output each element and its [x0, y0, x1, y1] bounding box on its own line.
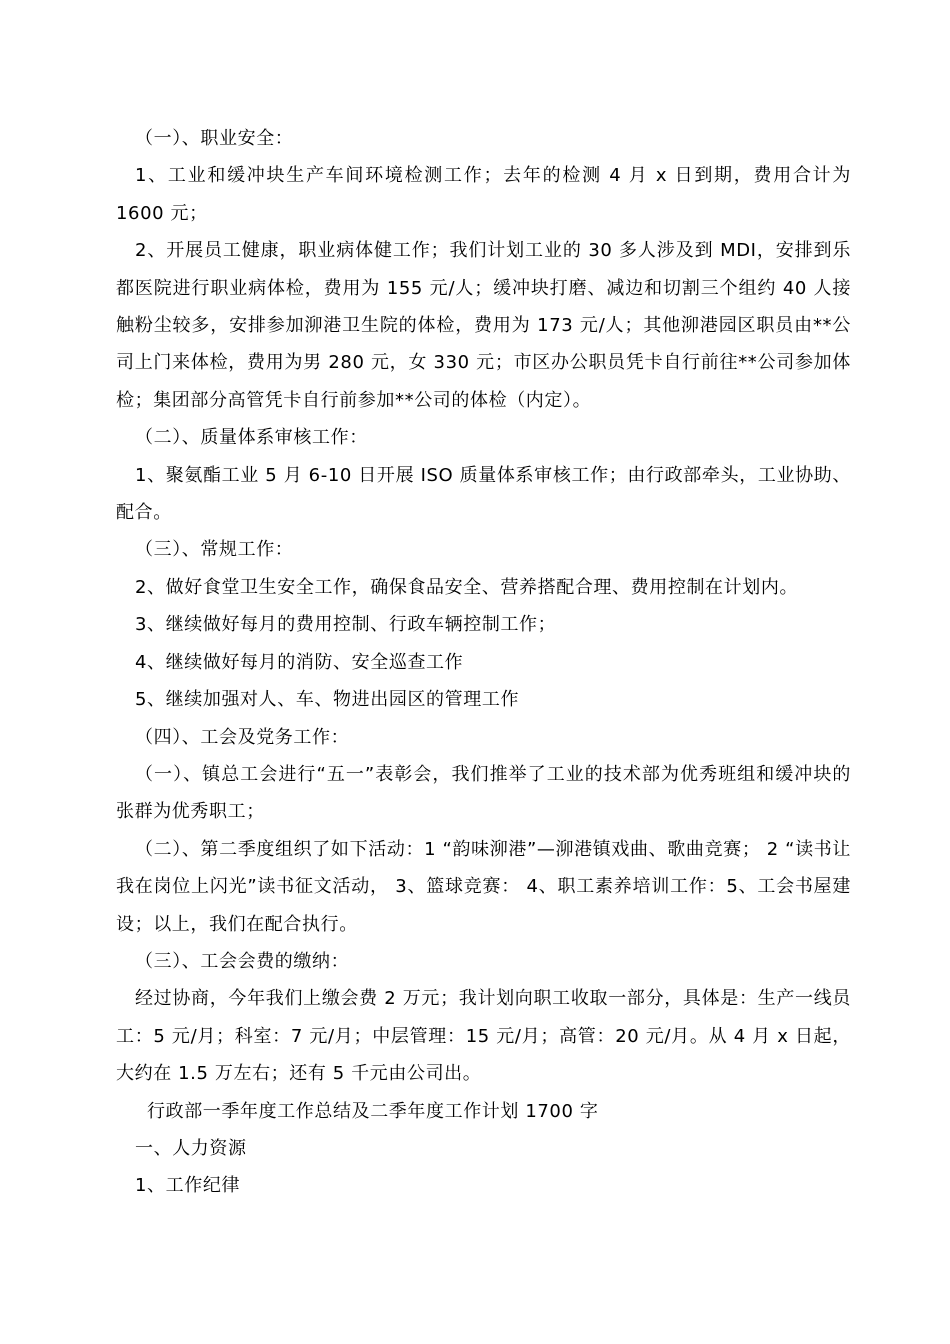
paragraph-environment-testing: 1、工业和缓冲块生产车间环境检测工作；去年的检测 4 月 x 日到期，费用合计为 1600 元； — [116, 165, 851, 224]
section-heading-routine-work: （三）、常规工作： — [135, 539, 294, 561]
paragraph-iso-audit: 1、聚氨酯工业 5 月 6-10 日开展 ISO 质量体系审核工作；由行政部牵头，工业协助、配合。 — [116, 464, 851, 524]
section-heading-union-party: （四）、工会及党务工作： — [135, 726, 350, 748]
paragraph-canteen-safety: 2、做好食堂卫生安全工作，确保食品安全、营养搭配合理、费用控制在计划内。 — [135, 576, 799, 598]
section-heading-quality-audit: （二）、质量体系审核工作： — [135, 427, 368, 449]
section-heading-human-resources: 一、人力资源 — [135, 1137, 247, 1159]
section-heading-occupational-safety: （一）、职业安全： — [135, 128, 294, 149]
paragraph-fire-inspection: 4、继续做好每月的消防、安全巡查工作 — [135, 651, 464, 673]
paragraph-may-day-awards: （一）、镇总工会进行“五一”表彰会，我们推举了工业的技术部为优秀班组和缓冲块的张群为优秀职工； — [116, 763, 851, 823]
paragraph-access-management: 5、继续加强对人、车、物进出园区的管理工作 — [135, 689, 520, 711]
subsection-work-discipline: 1、工作纪律 — [135, 1175, 241, 1197]
section-heading-union-dues: （三）、工会会费的缴纳： — [135, 950, 350, 972]
document-title: 行政部一季年度工作总结及二季年度工作计划 1700 字 — [147, 1100, 599, 1122]
paragraph-cost-control: 3、继续做好每月的费用控制、行政车辆控制工作； — [135, 614, 557, 636]
paragraph-health-checkup: 2、开展员工健康，职业病体健工作；我们计划工业的 30 多人涉及到 MDI，安排到乐都医院进行职业病体检，费用为 155 元/人；缓冲块打磨、减边和切割三个组约 40 人接触粉尘较多，安排参加泖港卫生院的体检，费用为 173 元/人；其他泖港园区职员由**公司上门来体检，费用为男 280 元，女 330 元；市区办公职员凭卡自行前往**公司参加体检；集团部分高管凭卡自行前参加**公司的体检（内定）。 — [116, 240, 851, 411]
paragraph-union-dues: 经过协商，今年我们上缴会费 2 万元；我计划向职工收取一部分，具体是：生产一线员工：5 元/月；科室：7 元/月；中层管理：15 元/月；高管：20 元/月。从 4 月 x 日起，大约在 1.5 万左右；还有 5 千元由公司出。 — [116, 988, 851, 1085]
document-body — [116, 120, 851, 1205]
paragraph-q2-activities: （二）、第二季度组织了如下活动：1 “韵味泖港”—泖港镇戏曲、歌曲竞赛； 2 “读书让我在岗位上闪光”读书征文活动， 3、篮球竞赛： 4、职工素养培训工作：5、工会书屋建设；以上，我们在配合执行。 — [116, 838, 851, 935]
